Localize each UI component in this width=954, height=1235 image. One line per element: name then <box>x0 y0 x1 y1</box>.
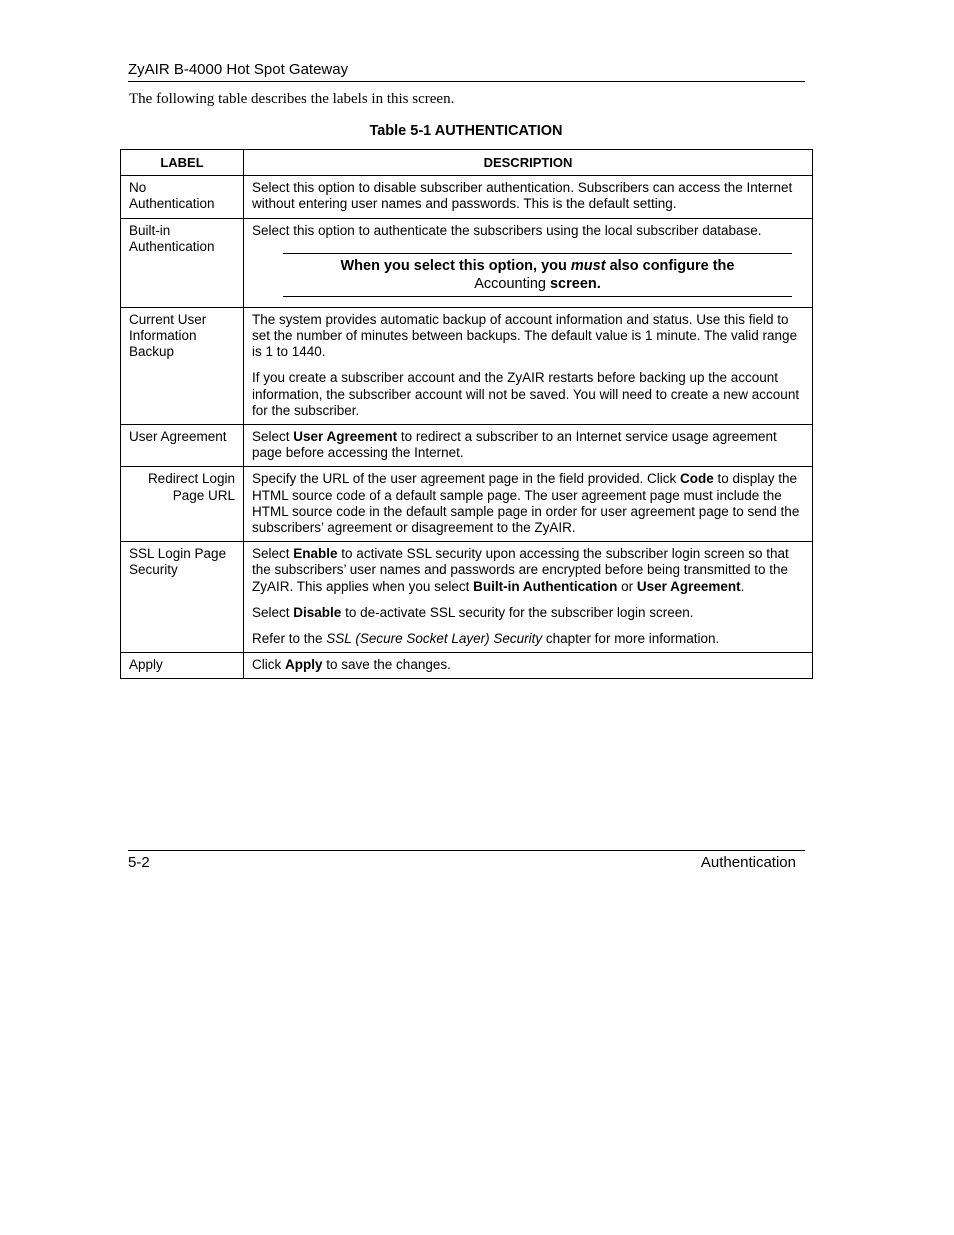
table-row <box>121 425 813 467</box>
label-no-authentication: No Authentication <box>121 176 244 218</box>
authentication-table <box>120 149 813 679</box>
table-row <box>121 653 813 679</box>
label-apply: Apply <box>121 653 244 679</box>
column-header-label: LABEL <box>121 150 244 176</box>
running-footer <box>128 850 805 873</box>
table-row <box>121 176 813 218</box>
label-redirect-login-page-url: Redirect Login Page URL <box>121 467 244 542</box>
table-header-row <box>121 150 813 176</box>
header-title: ZyAIR B-4000 Hot Spot Gateway <box>128 61 349 78</box>
table-row <box>121 542 813 653</box>
description-apply: Click Apply to save the changes. <box>244 653 813 679</box>
description-user-agreement: Select User Agreement to redirect a subscriber to an Internet service usage agreement page before accessing the Internet. <box>244 425 813 467</box>
label-current-user-information-backup: Current User Information Backup <box>121 307 244 424</box>
note-box: When you select this option, you must also configure the Accounting screen. <box>283 253 792 297</box>
label-built-in-authentication: Built-in Authentication <box>121 218 244 307</box>
label-user-agreement: User Agreement <box>121 425 244 467</box>
table-row <box>121 467 813 542</box>
page-number: 5-2 <box>128 854 150 871</box>
description-no-authentication: Select this option to disable subscriber authentication. Subscribers can access the Internet without entering user names and passwords. This is the default setting. <box>244 176 813 218</box>
description-built-in-authentication: Select this option to authenticate the subscribers using the local subscriber database. When you select this option, you must also configure the Accounting screen. <box>244 218 813 307</box>
section-name: Authentication <box>700 854 796 871</box>
running-header <box>128 60 805 82</box>
column-header-description: DESCRIPTION <box>244 150 813 176</box>
description-ssl-login-page-security: Select Enable to activate SSL security upon accessing the subscriber login screen so that the subscribers’ user names and passwords are encrypted before being transmitted to the ZyAIR. This applies when you select Built-in Authentication or User Agreement. Select Disable to de-activate SSL security for the subscriber login screen. Refer to the SSL (Secure Socket Layer) Security chapter for more information. <box>244 542 813 653</box>
description-redirect-login-page-url: Specify the URL of the user agreement page in the field provided. Click Code to display the HTML source code of a default sample page. The user agreement page must include the HTML source code in the default sample page in order for user agreement page to send the subscribers’ agreement or disagreement to the ZyAIR. <box>244 467 813 542</box>
table-caption: Table 5-1 AUTHENTICATION <box>369 123 563 139</box>
label-ssl-login-page-security: SSL Login Page Security <box>121 542 244 653</box>
description-current-user-information-backup: The system provides automatic backup of account information and status. Use this field to set the number of minutes between backups. The default value is 1 minute. The valid range is 1 to 1440. If you create a subscriber account and the ZyAIR restarts before backing up the account information, the subscriber account will not be saved. You will need to create a new account for the subscriber. <box>244 307 813 424</box>
table-row <box>121 218 813 307</box>
intro-text: The following table describes the labels in this screen. <box>129 91 455 107</box>
table-row <box>121 307 813 424</box>
